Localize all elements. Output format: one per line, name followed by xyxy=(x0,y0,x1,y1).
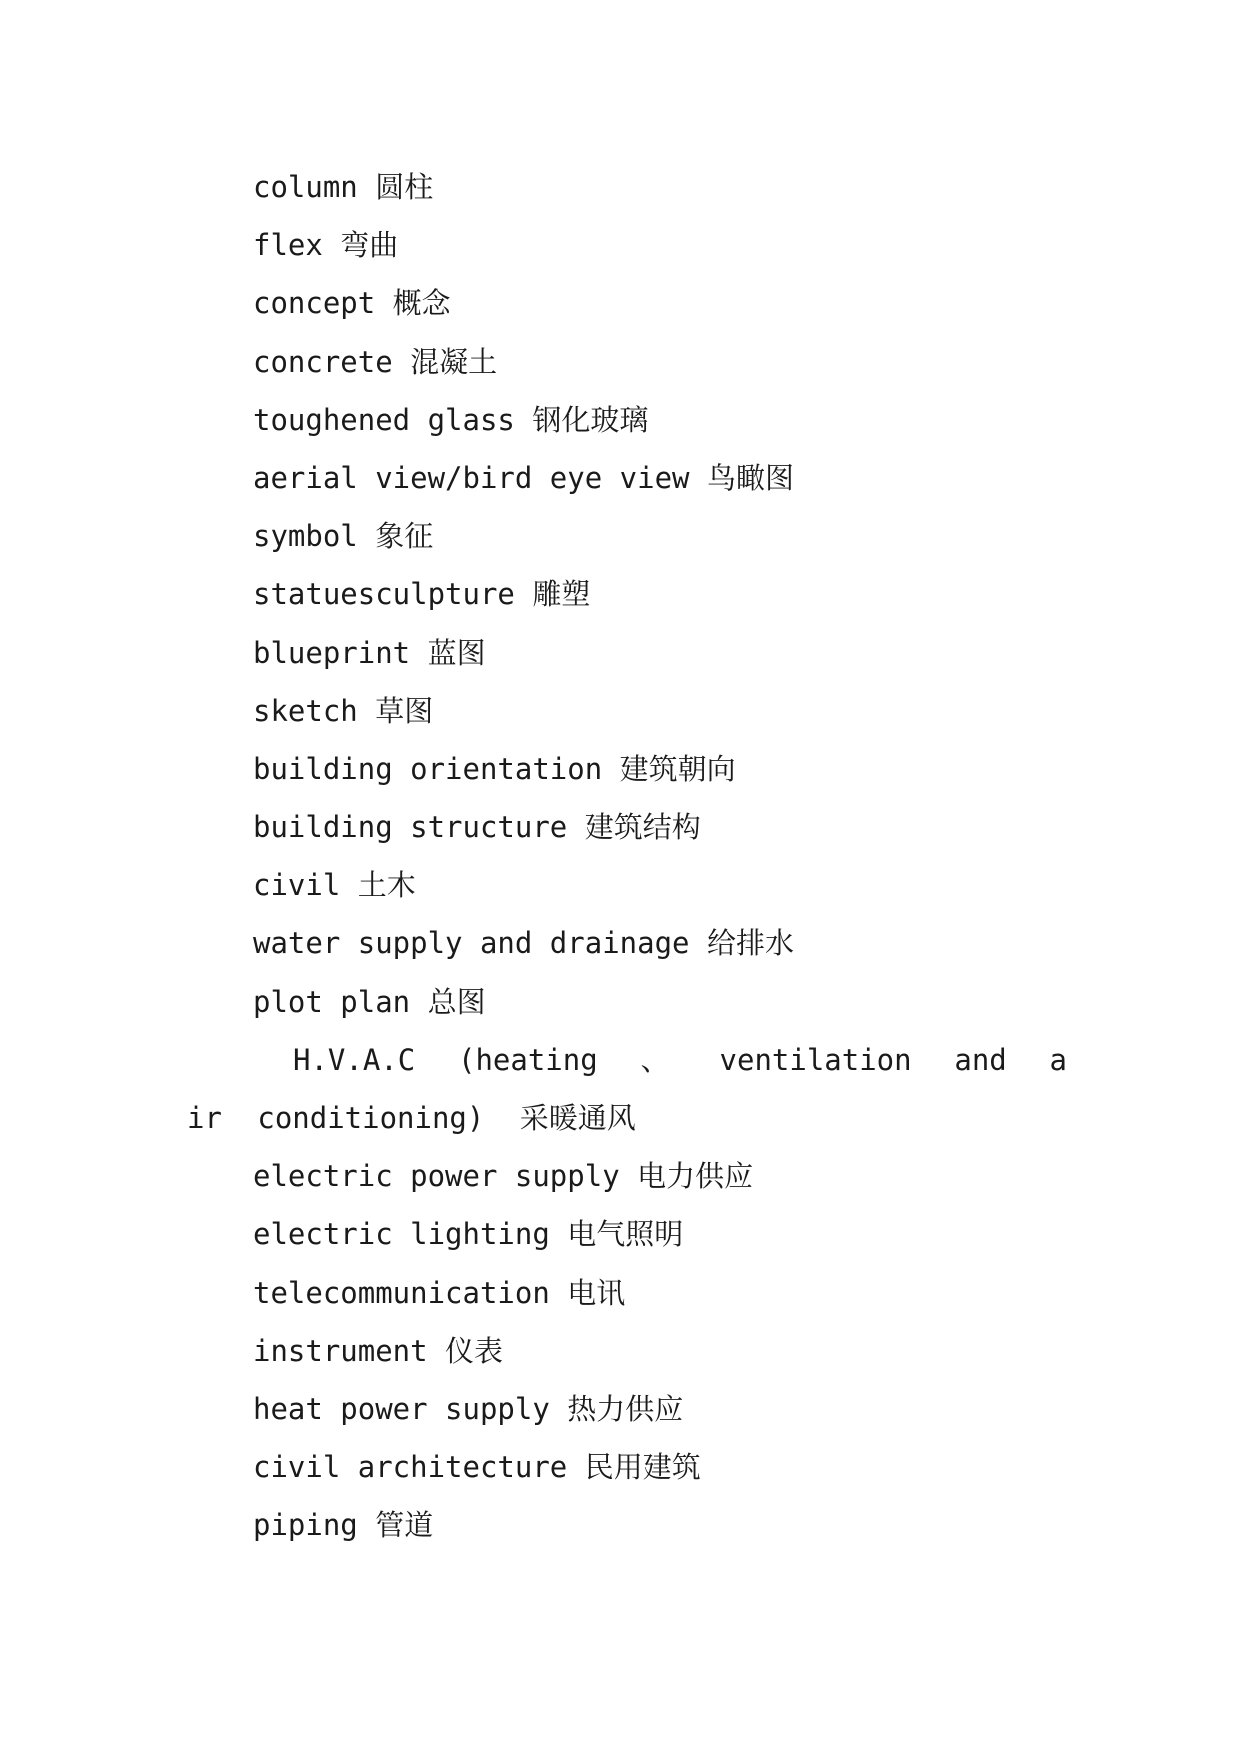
list-item: H.V.A.C (heating 、 ventilation and a ir conditioning) 采暖通风 xyxy=(187,1042,1067,1136)
list-item: concrete 混凝土 xyxy=(253,344,498,379)
list-item: civil 土木 xyxy=(253,868,416,903)
list-item: electric power supply 电力供应 xyxy=(253,1159,754,1194)
list-item: plot plan 总图 xyxy=(253,984,486,1019)
list-item: column 圆柱 xyxy=(253,170,434,204)
list-item: electric lighting 电气照明 xyxy=(253,1217,684,1252)
list-item: concept 概念 xyxy=(253,286,451,321)
list-item: water supply and drainage 给排水 xyxy=(253,926,794,961)
list-item: civil architecture 民用建筑 xyxy=(253,1450,701,1485)
vocabulary-list xyxy=(187,158,1067,1555)
list-item: piping 管道 xyxy=(253,1508,434,1543)
list-item: heat power supply 热力供应 xyxy=(253,1391,684,1426)
list-item: blueprint 蓝图 xyxy=(253,635,486,670)
list-item: instrument 仪表 xyxy=(253,1333,504,1368)
list-item: flex 弯曲 xyxy=(253,228,399,263)
list-item: telecommunication 电讯 xyxy=(253,1275,626,1310)
list-item: building structure 建筑结构 xyxy=(253,810,701,845)
list-item: sketch 草图 xyxy=(253,693,434,728)
list-item: toughened glass 钢化玻璃 xyxy=(253,402,649,437)
list-item: symbol 象征 xyxy=(253,519,434,554)
list-item: building orientation 建筑朝向 xyxy=(253,751,736,786)
list-item: aerial view/bird eye view 鸟瞰图 xyxy=(253,460,794,495)
list-item: statuesculpture 雕塑 xyxy=(253,577,591,612)
